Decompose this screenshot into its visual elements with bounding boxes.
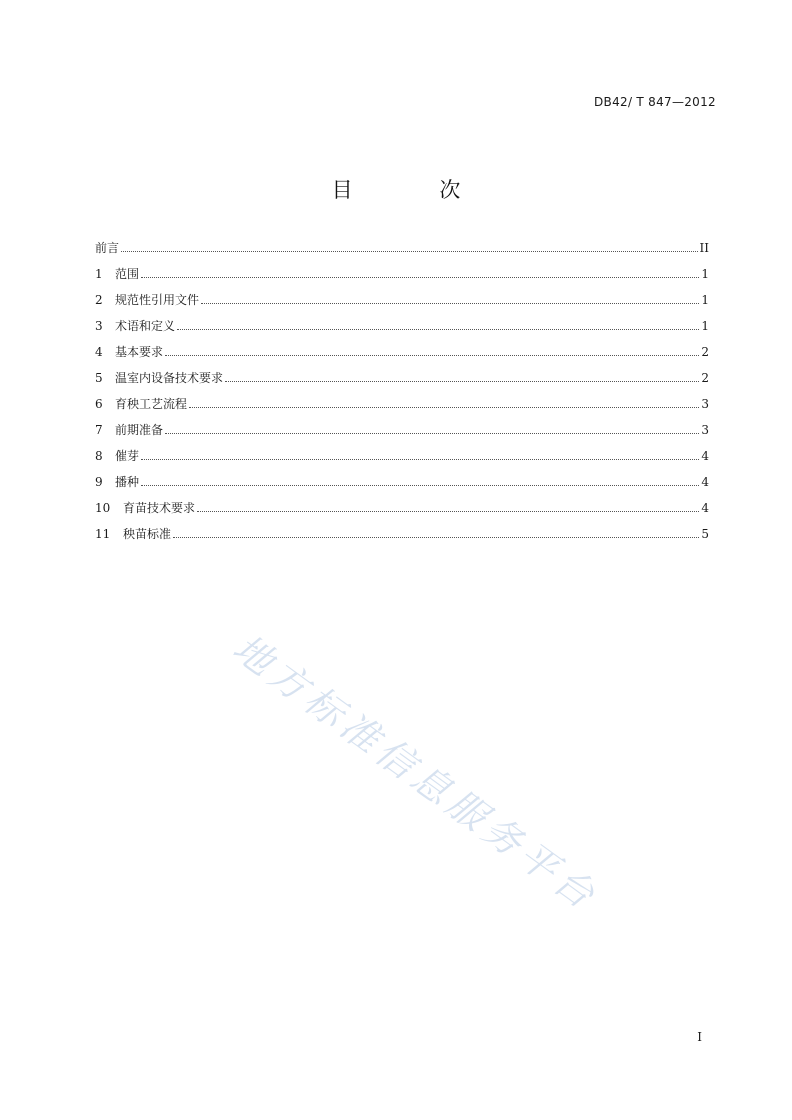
toc-entry-number: 10 [95, 501, 111, 515]
toc-entry-number: 4 [95, 345, 103, 359]
toc-entry-text: 育秧工艺流程 [115, 397, 188, 411]
toc-entry-page: 5 [701, 527, 709, 541]
toc-entry-number: 6 [95, 397, 103, 411]
toc-entry-foreword[interactable] [95, 238, 709, 264]
toc-entry-text: 秧苗标准 [123, 527, 172, 541]
toc-entry-page: 4 [701, 501, 709, 515]
watermark: 地方标准信息服务平台 [225, 625, 607, 920]
toc-entry-page: 4 [701, 475, 709, 489]
toc-entry-text: 催芽 [115, 449, 140, 463]
toc-entry-text: 育苗技术要求 [123, 501, 196, 515]
toc-entry-page: 2 [701, 371, 709, 385]
table-of-contents [95, 238, 709, 550]
toc-entry-number: 9 [95, 475, 103, 489]
toc-leader-dots [225, 380, 699, 382]
toc-entry-11[interactable] [95, 524, 709, 550]
toc-entry-number: 3 [95, 319, 103, 333]
toc-entry-page: 1 [701, 319, 709, 333]
toc-entry-text: 前期准备 [115, 423, 164, 437]
toc-entry-page: 1 [701, 293, 709, 307]
toc-entry-8[interactable] [95, 446, 709, 472]
toc-entry-number: 11 [95, 527, 111, 541]
toc-entry-text: 范围 [115, 267, 140, 281]
document-code: DB42/ T 847—2012 [594, 95, 716, 109]
toc-entry-text: 前言 [95, 241, 120, 255]
page-title: 目 次 [331, 178, 501, 202]
toc-entry-number: 2 [95, 293, 103, 307]
toc-entry-text: 术语和定义 [115, 319, 176, 333]
toc-entry-1[interactable] [95, 264, 709, 290]
toc-entry-page: II [699, 241, 709, 255]
toc-entry-page: 4 [701, 449, 709, 463]
toc-leader-dots [165, 354, 699, 356]
toc-leader-dots [173, 536, 699, 538]
toc-entry-9[interactable] [95, 472, 709, 498]
toc-leader-dots [141, 484, 699, 486]
toc-entry-page: 1 [701, 267, 709, 281]
toc-entry-7[interactable] [95, 420, 709, 446]
toc-leader-dots [177, 328, 699, 330]
toc-leader-dots [121, 250, 698, 252]
toc-entry-page: 3 [701, 423, 709, 437]
toc-entry-6[interactable] [95, 394, 709, 420]
toc-leader-dots [201, 302, 699, 304]
toc-entry-3[interactable] [95, 316, 709, 342]
toc-entry-number: 1 [95, 267, 103, 281]
page-number: I [697, 1030, 702, 1044]
toc-entry-4[interactable] [95, 342, 709, 368]
toc-entry-number: 7 [95, 423, 103, 437]
toc-entry-10[interactable] [95, 498, 709, 524]
toc-entry-text: 规范性引用文件 [115, 293, 200, 307]
toc-entry-5[interactable] [95, 368, 709, 394]
toc-entry-number: 5 [95, 371, 103, 385]
toc-leader-dots [165, 432, 699, 434]
toc-leader-dots [189, 406, 699, 408]
toc-entry-number: 8 [95, 449, 103, 463]
toc-entry-text: 基本要求 [115, 345, 164, 359]
toc-leader-dots [197, 510, 699, 512]
toc-entry-page: 3 [701, 397, 709, 411]
toc-entry-page: 2 [701, 345, 709, 359]
toc-leader-dots [141, 458, 699, 460]
toc-leader-dots [141, 276, 699, 278]
toc-entry-text: 播种 [115, 475, 140, 489]
toc-entry-2[interactable] [95, 290, 709, 316]
toc-entry-text: 温室内设备技术要求 [115, 371, 224, 385]
